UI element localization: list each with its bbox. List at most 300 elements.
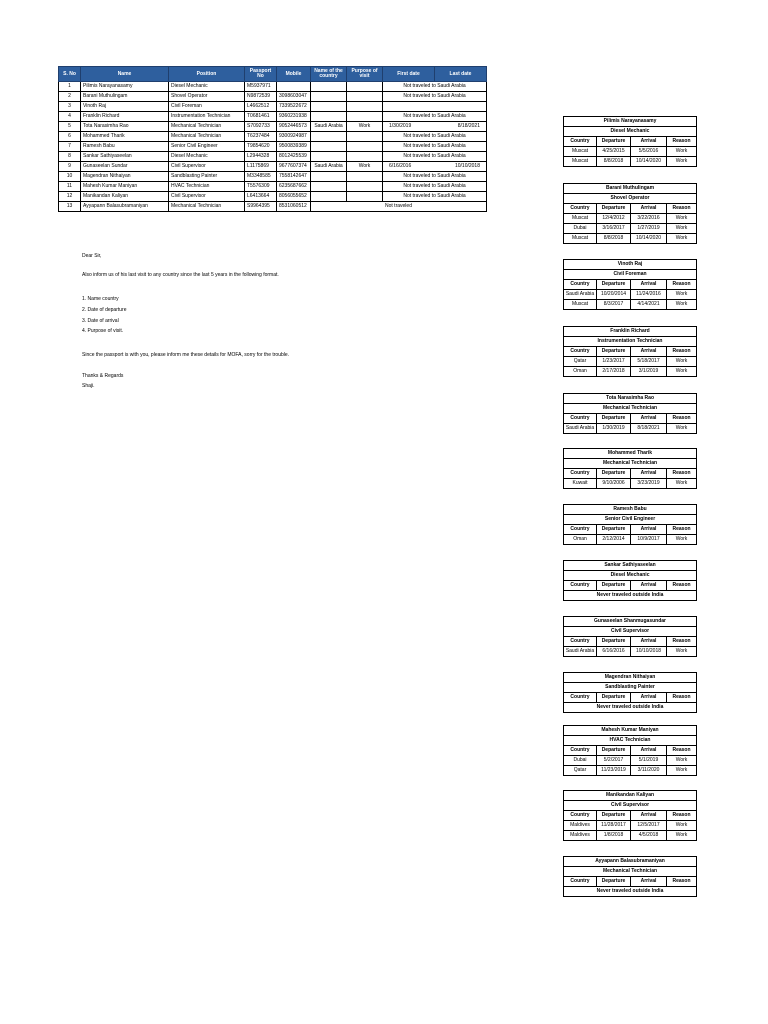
card-name-row xyxy=(564,449,697,459)
card-col-header: Arrival xyxy=(631,414,667,424)
card-name-row xyxy=(564,673,697,683)
card-trip-row xyxy=(564,535,697,545)
row-name: Mohammed Tharik xyxy=(81,132,169,142)
row-position: Civil Foreman xyxy=(169,102,245,112)
card-trip-cell: 11/23/2019 xyxy=(597,766,631,776)
card-trip-cell: Qatar xyxy=(564,766,597,776)
card-trip-cell: 1/27/2019 xyxy=(631,224,667,234)
card-col-header: Arrival xyxy=(631,137,667,147)
card-name-row xyxy=(564,726,697,736)
row-mobile: 8012425539 xyxy=(277,152,311,162)
header-mobile: Mobile xyxy=(277,67,311,82)
card-trip-cell: Oman xyxy=(564,367,597,377)
card-name-row xyxy=(564,561,697,571)
card-header-row xyxy=(564,746,697,756)
card-trip-cell: 9/10/2006 xyxy=(597,479,631,489)
row-travel-status: Not traveled to Saudi Arabia xyxy=(383,192,487,202)
card-trip-cell: 8/18/2021 xyxy=(631,424,667,434)
card-trip-cell: Work xyxy=(667,821,697,831)
card-trip-cell: Work xyxy=(667,157,697,167)
card-col-header: Departure xyxy=(597,637,631,647)
row-position: Civil Supervisor xyxy=(169,192,245,202)
row-passport: S9964395 xyxy=(245,202,277,212)
row-sno: 1 xyxy=(59,82,81,92)
card-name-row xyxy=(564,260,697,270)
row-mobile: 9500839389 xyxy=(277,142,311,152)
row-sno: 4 xyxy=(59,112,81,122)
card-person-position: Senior Civil Engineer xyxy=(564,515,697,525)
card-name-row xyxy=(564,117,697,127)
card-trip-cell: 8/8/2018 xyxy=(597,234,631,244)
card-trip-cell: Work xyxy=(667,300,697,310)
card-trip-cell: Work xyxy=(667,147,697,157)
row-name: Pilimis Narayanasamy xyxy=(81,82,169,92)
card-trip-cell: 8/3/2017 xyxy=(597,300,631,310)
header-last-date: Last date xyxy=(435,67,487,82)
card-trip-cell: Muscat xyxy=(564,214,597,224)
row-travel-status: Not traveled to Saudi Arabia xyxy=(383,172,487,182)
card-note: Never traveled outside India xyxy=(564,703,697,713)
card-trip-row xyxy=(564,300,697,310)
card-col-header: Reason xyxy=(667,877,697,887)
card-note-row xyxy=(564,887,697,897)
card-col-header: Departure xyxy=(597,581,631,591)
row-sno: 2 xyxy=(59,92,81,102)
card-trip-cell: Dubai xyxy=(564,756,597,766)
row-name: Barani Muthulingam xyxy=(81,92,169,102)
row-first-date: 1/30/2019 xyxy=(389,123,412,129)
row-name: Ayyapann Balasubramaniyan xyxy=(81,202,169,212)
card-trip-row xyxy=(564,647,697,657)
row-position: Shovel Operator xyxy=(169,92,245,102)
travel-card xyxy=(563,616,697,657)
card-col-header: Reason xyxy=(667,280,697,290)
card-person-name: Pilimis Narayanasamy xyxy=(564,117,697,127)
card-trip-cell: Qatar xyxy=(564,357,597,367)
card-trip-row xyxy=(564,290,697,300)
card-trip-row xyxy=(564,214,697,224)
row-sno: 13 xyxy=(59,202,81,212)
card-trip-cell: 12/5/2017 xyxy=(631,821,667,831)
card-person-name: Mahesh Kumar Maniyan xyxy=(564,726,697,736)
card-col-header: Reason xyxy=(667,347,697,357)
row-name: Vinoth Raj xyxy=(81,102,169,112)
card-header-row xyxy=(564,469,697,479)
card-col-header: Reason xyxy=(667,469,697,479)
row-mobile: 8531060512 xyxy=(277,202,311,212)
card-person-position: Instrumentation Technician xyxy=(564,337,697,347)
card-trip-cell: 2/12/2014 xyxy=(597,535,631,545)
card-position-row xyxy=(564,337,697,347)
card-trip-cell: Work xyxy=(667,535,697,545)
card-header-row xyxy=(564,347,697,357)
travel-card xyxy=(563,326,697,377)
row-sno: 10 xyxy=(59,172,81,182)
card-col-header: Departure xyxy=(597,877,631,887)
card-trip-row xyxy=(564,821,697,831)
row-mobile: 7558142647 xyxy=(277,172,311,182)
row-name: Magendran Nithaiyan xyxy=(81,172,169,182)
card-position-row xyxy=(564,571,697,581)
card-position-row xyxy=(564,736,697,746)
card-trip-cell: 5/18/2017 xyxy=(631,357,667,367)
card-name-row xyxy=(564,184,697,194)
card-col-header: Country xyxy=(564,414,597,424)
card-trip-row xyxy=(564,157,697,167)
card-col-header: Arrival xyxy=(631,525,667,535)
card-header-row xyxy=(564,414,697,424)
card-trip-cell: 6/16/2016 xyxy=(597,647,631,657)
travel-card xyxy=(563,856,697,897)
card-position-row xyxy=(564,127,697,137)
card-person-position: Civil Supervisor xyxy=(564,627,697,637)
letter-greeting: Dear Sir, xyxy=(82,253,102,259)
header-country: Name of the country xyxy=(311,67,347,82)
card-col-header: Reason xyxy=(667,525,697,535)
row-mobile: 9677607374 xyxy=(277,162,311,172)
travel-card xyxy=(563,259,697,310)
card-trip-row xyxy=(564,224,697,234)
row-country: Saudi Arabia xyxy=(311,162,347,172)
row-mobile: 3098603047 xyxy=(277,92,311,102)
row-name: Sankar Sathiyaseelan xyxy=(81,152,169,162)
card-col-header: Country xyxy=(564,469,597,479)
card-trip-cell: 5/5/2016 xyxy=(631,147,667,157)
card-col-header: Arrival xyxy=(631,469,667,479)
card-person-name: Vinoth Raj xyxy=(564,260,697,270)
row-mobile: 6235687662 xyxy=(277,182,311,192)
card-col-header: Arrival xyxy=(631,746,667,756)
row-sno: 7 xyxy=(59,142,81,152)
card-col-header: Reason xyxy=(667,693,697,703)
card-trip-cell: 3/11/2020 xyxy=(631,766,667,776)
card-trip-cell: 10/14/2020 xyxy=(631,157,667,167)
card-col-header: Reason xyxy=(667,204,697,214)
card-person-position: Shovel Operator xyxy=(564,194,697,204)
card-trip-cell: 3/23/2019 xyxy=(631,479,667,489)
card-person-name: Gunaseelan Shanmugasundar xyxy=(564,617,697,627)
row-last-date: 10/10/2018 xyxy=(454,163,480,169)
row-sno: 9 xyxy=(59,162,81,172)
header-name: Name xyxy=(81,67,169,82)
card-name-row xyxy=(564,505,697,515)
row-position: Diesel Mechanic xyxy=(169,152,245,162)
row-position: Sandblasting Painter xyxy=(169,172,245,182)
card-person-position: Mechanical Technician xyxy=(564,867,697,877)
card-name-row xyxy=(564,327,697,337)
card-col-header: Country xyxy=(564,693,597,703)
card-col-header: Reason xyxy=(667,811,697,821)
card-trip-cell: 3/22/2016 xyxy=(631,214,667,224)
card-header-row xyxy=(564,525,697,535)
row-passport: L1175869 xyxy=(245,162,277,172)
card-trip-cell: Work xyxy=(667,479,697,489)
card-person-name: Mohammed Tharik xyxy=(564,449,697,459)
row-travel-status: Not traveled to Saudi Arabia xyxy=(383,92,487,102)
card-person-name: Sankar Sathiyaseelan xyxy=(564,561,697,571)
row-passport: T6237484 xyxy=(245,132,277,142)
card-col-header: Departure xyxy=(597,280,631,290)
card-col-header: Country xyxy=(564,746,597,756)
row-mobile: 9300924987 xyxy=(277,132,311,142)
row-purpose: Work xyxy=(347,122,383,132)
letter-note: Since the passport is with you, please inform me these details for MOFA, sorry for the trouble. xyxy=(82,352,290,358)
card-trip-cell: 5/2/2017 xyxy=(597,756,631,766)
card-position-row xyxy=(564,683,697,693)
row-position: Mechanical Technician xyxy=(169,122,245,132)
header-first-date: First date xyxy=(383,67,435,82)
card-trip-cell: 1/23/2017 xyxy=(597,357,631,367)
card-col-header: Departure xyxy=(597,811,631,821)
card-trip-cell: 3/16/2017 xyxy=(597,224,631,234)
header-purpose: Purpose of visit xyxy=(347,67,383,82)
card-trip-cell: 5/1/2019 xyxy=(631,756,667,766)
card-col-header: Arrival xyxy=(631,877,667,887)
card-trip-cell: Saudi Arabia xyxy=(564,647,597,657)
row-country: Saudi Arabia xyxy=(311,122,347,132)
row-passport: L4662512 xyxy=(245,102,277,112)
card-trip-cell: Work xyxy=(667,214,697,224)
card-person-name: Manikandan Kaliyan xyxy=(564,791,697,801)
row-name: Franklin Richard xyxy=(81,112,169,122)
card-col-header: Reason xyxy=(667,414,697,424)
card-trip-cell: Muscat xyxy=(564,234,597,244)
row-position: HVAC Technician xyxy=(169,182,245,192)
card-trip-cell: 10/20/2014 xyxy=(597,290,631,300)
card-col-header: Arrival xyxy=(631,693,667,703)
card-person-name: Ayyapann Balasubramaniyan xyxy=(564,857,697,867)
card-person-position: Mechanical Technician xyxy=(564,404,697,414)
row-travel-status: Not traveled to Saudi Arabia xyxy=(383,82,487,92)
row-sno: 12 xyxy=(59,192,81,202)
card-trip-cell: Maldives xyxy=(564,831,597,841)
row-name: Mahesh Kumar Maniyan xyxy=(81,182,169,192)
card-col-header: Country xyxy=(564,525,597,535)
card-trip-cell: Kuwait xyxy=(564,479,597,489)
card-trip-row xyxy=(564,831,697,841)
row-position: Mechanical Technician xyxy=(169,202,245,212)
card-position-row xyxy=(564,801,697,811)
card-col-header: Departure xyxy=(597,204,631,214)
row-passport: S7092733 xyxy=(245,122,277,132)
card-col-header: Country xyxy=(564,877,597,887)
row-passport: T9854620 xyxy=(245,142,277,152)
card-trip-cell: Work xyxy=(667,647,697,657)
card-trip-cell: Work xyxy=(667,357,697,367)
card-trip-cell: Work xyxy=(667,424,697,434)
letter-intro: Also inform us of his last visit to any country since the last 5 years in the following format. xyxy=(82,272,279,278)
card-header-row xyxy=(564,693,697,703)
row-passport: M5937971 xyxy=(245,82,277,92)
card-col-header: Country xyxy=(564,581,597,591)
card-header-row xyxy=(564,204,697,214)
letter-item: 1. Name country xyxy=(82,296,119,302)
card-trip-cell: Work xyxy=(667,224,697,234)
travel-card xyxy=(563,448,697,489)
row-position: Diesel Mechanic xyxy=(169,82,245,92)
card-col-header: Reason xyxy=(667,746,697,756)
card-trip-cell: 10/10/2018 xyxy=(631,647,667,657)
card-person-name: Tota Narasimha Rao xyxy=(564,394,697,404)
card-trip-cell: 11/28/2017 xyxy=(597,821,631,831)
header-position: Position xyxy=(169,67,245,82)
card-position-row xyxy=(564,515,697,525)
card-position-row xyxy=(564,404,697,414)
travel-card xyxy=(563,672,697,713)
card-trip-cell: Maldives xyxy=(564,821,597,831)
row-passport: M3348585 xyxy=(245,172,277,182)
row-passport: L6413664 xyxy=(245,192,277,202)
row-sno: 5 xyxy=(59,122,81,132)
card-note: Never traveled outside India xyxy=(564,887,697,897)
card-trip-cell: 3/1/2019 xyxy=(631,367,667,377)
card-trip-cell: Muscat xyxy=(564,157,597,167)
row-name: Tota Narasimha Rao xyxy=(81,122,169,132)
card-trip-cell: Dubai xyxy=(564,224,597,234)
travel-card xyxy=(563,560,697,601)
card-note-row xyxy=(564,703,697,713)
card-col-header: Departure xyxy=(597,347,631,357)
row-position: Civil Supervisor xyxy=(169,162,245,172)
card-trip-cell: Work xyxy=(667,756,697,766)
card-trip-row xyxy=(564,234,697,244)
card-position-row xyxy=(564,270,697,280)
card-person-name: Franklin Richard xyxy=(564,327,697,337)
row-name: Manikandan Kaliyan xyxy=(81,192,169,202)
travel-card xyxy=(563,393,697,434)
card-trip-cell: Work xyxy=(667,234,697,244)
letter-signature: Shaji. xyxy=(82,383,95,389)
card-col-header: Country xyxy=(564,811,597,821)
card-trip-cell: Saudi Arabia xyxy=(564,290,597,300)
card-col-header: Arrival xyxy=(631,581,667,591)
card-person-position: HVAC Technician xyxy=(564,736,697,746)
row-position: Instrumentation Technician xyxy=(169,112,245,122)
card-person-name: Magendran Nithaiyan xyxy=(564,673,697,683)
card-trip-cell: Oman xyxy=(564,535,597,545)
card-col-header: Country xyxy=(564,280,597,290)
card-person-name: Barani Muthulingam xyxy=(564,184,697,194)
row-travel-status: Not traveled to Saudi Arabia xyxy=(383,152,487,162)
card-col-header: Arrival xyxy=(631,637,667,647)
header-sno: S. No xyxy=(59,67,81,82)
travel-card xyxy=(563,790,697,841)
row-purpose: Work xyxy=(347,162,383,172)
card-position-row xyxy=(564,459,697,469)
card-col-header: Arrival xyxy=(631,204,667,214)
card-trip-row xyxy=(564,479,697,489)
card-position-row xyxy=(564,194,697,204)
header-passport: Passport No xyxy=(245,67,277,82)
card-trip-cell: Work xyxy=(667,831,697,841)
row-travel-status: Not traveled xyxy=(311,202,487,212)
card-trip-cell: 4/14/2021 xyxy=(631,300,667,310)
card-col-header: Country xyxy=(564,347,597,357)
row-position: Mechanical Technician xyxy=(169,132,245,142)
card-header-row xyxy=(564,811,697,821)
card-person-position: Mechanical Technician xyxy=(564,459,697,469)
card-name-row xyxy=(564,394,697,404)
letter-item: 3. Date of arrival xyxy=(82,318,119,324)
travel-card xyxy=(563,725,697,776)
card-col-header: Departure xyxy=(597,469,631,479)
card-trip-cell: 10/14/2020 xyxy=(631,234,667,244)
card-trip-cell: Work xyxy=(667,290,697,300)
row-name: Gunaseelan Sundar xyxy=(81,162,169,172)
card-col-header: Reason xyxy=(667,581,697,591)
card-trip-cell: Saudi Arabia xyxy=(564,424,597,434)
row-passport: N9872539 xyxy=(245,92,277,102)
letter-item: 2. Date of departure xyxy=(82,307,127,313)
card-trip-cell: 10/9/2017 xyxy=(631,535,667,545)
card-col-header: Departure xyxy=(597,525,631,535)
card-trip-row xyxy=(564,424,697,434)
card-person-position: Diesel Mechanic xyxy=(564,571,697,581)
row-passport: T0681461 xyxy=(245,112,277,122)
card-header-row xyxy=(564,137,697,147)
card-header-row xyxy=(564,877,697,887)
card-trip-cell: 1/30/2019 xyxy=(597,424,631,434)
card-header-row xyxy=(564,581,697,591)
card-trip-row xyxy=(564,756,697,766)
card-col-header: Reason xyxy=(667,637,697,647)
card-note-row xyxy=(564,591,697,601)
letter-item: 4. Purpose of visit. xyxy=(82,328,124,334)
card-col-header: Country xyxy=(564,137,597,147)
card-person-position: Civil Supervisor xyxy=(564,801,697,811)
card-header-row xyxy=(564,280,697,290)
card-person-position: Civil Foreman xyxy=(564,270,697,280)
card-col-header: Departure xyxy=(597,693,631,703)
card-col-header: Departure xyxy=(597,746,631,756)
row-passport: L2944328 xyxy=(245,152,277,162)
row-mobile: 9360231938 xyxy=(277,112,311,122)
card-trip-row xyxy=(564,147,697,157)
card-col-header: Country xyxy=(564,204,597,214)
card-position-row xyxy=(564,627,697,637)
row-position: Senior Civil Engineer xyxy=(169,142,245,152)
card-col-header: Country xyxy=(564,637,597,647)
card-col-header: Arrival xyxy=(631,347,667,357)
row-mobile: 7339522672 xyxy=(277,102,311,112)
row-travel-status: Not traveled to Saudi Arabia xyxy=(383,182,487,192)
row-mobile: 9052446573 xyxy=(277,122,311,132)
card-position-row xyxy=(564,867,697,877)
row-sno: 11 xyxy=(59,182,81,192)
row-mobile: 8056055652 xyxy=(277,192,311,202)
card-col-header: Arrival xyxy=(631,280,667,290)
card-person-position: Diesel Mechanic xyxy=(564,127,697,137)
card-trip-row xyxy=(564,357,697,367)
card-person-position: Sandblasting Painter xyxy=(564,683,697,693)
travel-card xyxy=(563,504,697,545)
row-sno: 6 xyxy=(59,132,81,142)
row-sno: 3 xyxy=(59,102,81,112)
card-note: Never traveled outside India xyxy=(564,591,697,601)
travel-card xyxy=(563,116,697,167)
card-name-row xyxy=(564,617,697,627)
card-trip-cell: 1/8/2018 xyxy=(597,831,631,841)
card-trip-cell: 8/8/2018 xyxy=(597,157,631,167)
card-trip-cell: 2/17/2018 xyxy=(597,367,631,377)
row-travel-status: Not traveled to Saudi Arabia xyxy=(383,132,487,142)
card-col-header: Arrival xyxy=(631,811,667,821)
row-passport: T5576309 xyxy=(245,182,277,192)
card-col-header: Reason xyxy=(667,137,697,147)
card-trip-row xyxy=(564,766,697,776)
card-trip-cell: Work xyxy=(667,367,697,377)
card-trip-cell: 12/4/2012 xyxy=(597,214,631,224)
